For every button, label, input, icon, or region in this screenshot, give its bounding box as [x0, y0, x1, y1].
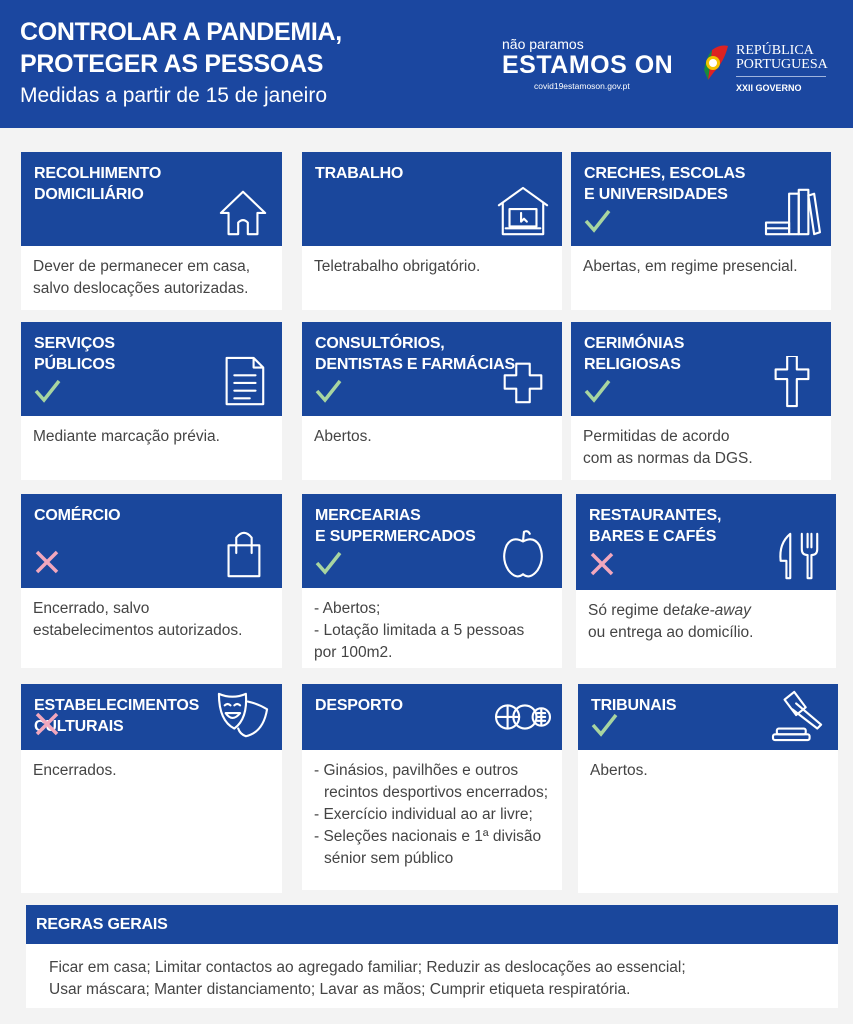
card-document: [21, 322, 282, 480]
description-line: Abertos.: [314, 428, 372, 445]
home-laptop-icon: [494, 186, 552, 238]
coat-of-arms-icon: [700, 44, 730, 82]
description-line: ou entrega ao domicílio.: [588, 624, 754, 641]
card-house: [21, 152, 282, 310]
card-title-line: DENTISTAS E FARMÁCIAS: [315, 356, 515, 373]
regras-line-2: Usar máscara; Manter distanciamento; Lavar as mãos; Cumprir etiqueta respiratória.: [49, 981, 631, 998]
description-line: recintos desportivos encerrados;: [324, 784, 549, 801]
description-line: estabelecimentos autorizados.: [33, 622, 243, 639]
description-line: - Exercício individual ao ar livre;: [314, 806, 533, 823]
description-line: com as normas da DGS.: [583, 450, 753, 467]
description-line: Encerrados.: [33, 762, 117, 779]
document-icon: [214, 356, 272, 408]
card-title-line: CRECHES, ESCOLAS: [584, 165, 746, 182]
checkmark-icon: [314, 376, 342, 404]
subtitle: Medidas a partir de 15 de janeiro: [20, 84, 328, 107]
campaign-url: covid19estamoson.gov.pt: [534, 81, 630, 91]
card-title-line: PÚBLICOS: [34, 356, 116, 373]
card-title: [34, 163, 161, 205]
card-header: [571, 152, 831, 246]
card-home-laptop: [302, 152, 562, 310]
checkmark-icon: [590, 710, 618, 738]
card-title-line: E SUPERMERCADOS: [315, 528, 476, 545]
title-line-2: PROTEGER AS PESSOAS: [20, 50, 324, 78]
title-line-1: CONTROLAR A PANDEMIA,: [20, 18, 342, 46]
cross-icon: [33, 548, 61, 576]
card-description: [33, 598, 242, 642]
description-line: Abertos.: [590, 762, 648, 779]
description-line: Dever de permanecer em casa,: [33, 258, 251, 275]
card-books: [571, 152, 831, 310]
gov-line-3: XXII GOVERNO: [736, 83, 802, 93]
description-text: Só regime de: [588, 602, 681, 619]
card-title: [584, 163, 745, 205]
card-header: [302, 494, 562, 588]
card-header: [21, 152, 282, 246]
card-title-line: SERVIÇOS: [34, 335, 115, 352]
regras-title: REGRAS GERAIS: [36, 916, 168, 933]
checkmark-icon: [314, 548, 342, 576]
card-title-line: ESTABELECIMENTOS: [34, 697, 200, 714]
card-shopping-bag: [21, 494, 282, 668]
checkmark-icon: [33, 376, 61, 404]
card-description: [588, 600, 753, 644]
gov-line-2: PORTUGUESA: [736, 57, 828, 72]
card-description: [583, 426, 753, 470]
card-title-line: TRABALHO: [315, 165, 404, 182]
books-icon: [763, 186, 821, 238]
description-line: sénior sem público: [324, 850, 454, 867]
card-title: [34, 333, 115, 375]
card-title: [315, 163, 403, 184]
card-theater-masks: [21, 684, 282, 893]
description-line: Mediante marcação prévia.: [33, 428, 220, 445]
description-line: - Seleções nacionais e 1ª divisão: [314, 828, 542, 845]
card-description: [314, 598, 524, 664]
knife-fork-icon: [768, 530, 826, 582]
estamos-on-logo: [502, 36, 673, 91]
cross-icon: [588, 550, 616, 578]
regras-gerais-card: [26, 905, 838, 1008]
card-title-line: TRIBUNAIS: [591, 697, 677, 714]
gavel-icon: [770, 690, 828, 742]
checkmark-icon: [583, 206, 611, 234]
theater-masks-icon: [214, 690, 272, 742]
house-icon: [214, 186, 272, 238]
card-title: [584, 333, 684, 375]
card-title-line: DESPORTO: [315, 697, 403, 714]
card-title-line: RECOLHIMENTO: [34, 165, 162, 182]
card-header: [302, 152, 562, 246]
regras-header: [26, 905, 838, 944]
campaign-name: ESTAMOS ON: [502, 51, 674, 79]
description-line: salvo deslocações autorizadas.: [33, 280, 249, 297]
card-title: [315, 695, 403, 716]
card-description: [314, 426, 372, 448]
card-description: [314, 760, 548, 870]
card-description: [33, 760, 117, 782]
apple-icon: [494, 528, 552, 580]
card-gavel: [578, 684, 838, 893]
description-emphasis: take-away: [680, 602, 751, 619]
card-header: [302, 322, 562, 416]
card-header: [21, 494, 282, 588]
card-title-line: MERCEARIAS: [315, 507, 421, 524]
card-header: [578, 684, 838, 750]
card-header: [302, 684, 562, 750]
campaign-tagline: não paramos: [502, 36, 584, 52]
description-line: - Abertos;: [314, 600, 381, 617]
card-title-line: COMÉRCIO: [34, 507, 121, 524]
description-line: por 100m2.: [314, 644, 393, 661]
card-knife-fork: [576, 494, 836, 668]
shopping-bag-icon: [214, 528, 272, 580]
card-title-line: CULTURAIS: [34, 718, 124, 735]
card-header: [21, 322, 282, 416]
card-title: [589, 505, 721, 547]
card-header: [571, 322, 831, 416]
card-title: [315, 505, 476, 547]
card-description: [33, 426, 220, 448]
religious-cross-icon: [763, 356, 821, 408]
card-title-line: RESTAURANTES,: [589, 507, 722, 524]
card-title-line: CERIMÓNIAS: [584, 335, 685, 352]
card-title: [315, 333, 515, 375]
card-description: [583, 256, 798, 278]
card-header: [21, 684, 282, 750]
cross-icon: [33, 710, 61, 738]
description-line: [588, 600, 753, 622]
description-line: Abertas, em regime presencial.: [583, 258, 798, 275]
medical-cross-icon: [494, 356, 552, 408]
card-title-line: BARES E CAFÉS: [589, 528, 717, 545]
card-description: [33, 256, 250, 300]
description-line: - Ginásios, pavilhões e outros: [314, 762, 519, 779]
card-title-line: RELIGIOSAS: [584, 356, 681, 373]
card-sports-balls: [302, 684, 562, 890]
card-header: [576, 494, 836, 590]
card-title-line: CONSULTÓRIOS,: [315, 335, 445, 352]
description-line: Encerrado, salvo: [33, 600, 150, 617]
sports-balls-icon: [494, 690, 552, 742]
gov-line-1: REPÚBLICA: [736, 43, 814, 58]
description-line: Teletrabalho obrigatório.: [314, 258, 481, 275]
card-title-line: E UNIVERSIDADES: [584, 186, 728, 203]
card-title-line: DOMICILIÁRIO: [34, 186, 144, 203]
card-description: [314, 256, 480, 278]
description-line: - Lotação limitada a 5 pessoas: [314, 622, 525, 639]
checkmark-icon: [583, 376, 611, 404]
card-religious-cross: [571, 322, 831, 480]
header: [0, 0, 853, 128]
description-line: Permitidas de acordo: [583, 428, 730, 445]
card-medical-cross: [302, 322, 562, 480]
card-description: [590, 760, 648, 782]
regras-line-1: Ficar em casa; Limitar contactos ao agregado familiar; Reduzir as deslocações ao essencial;: [49, 959, 686, 976]
card-title: [34, 505, 120, 526]
card-apple: [302, 494, 562, 668]
